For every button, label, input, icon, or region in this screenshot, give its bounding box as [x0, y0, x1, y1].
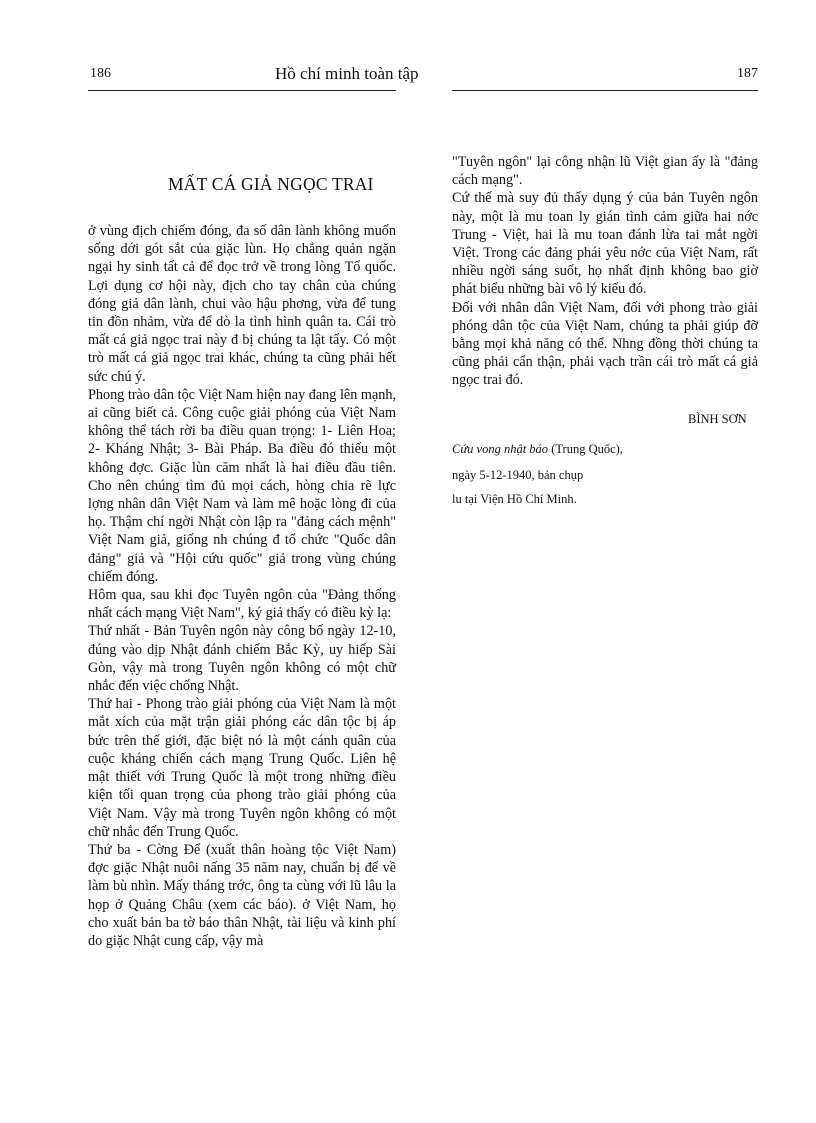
paragraph: Thứ hai - Phong trào giải phóng của Việt Nam là một mắt xích của mặt trận giải phóng các dân tộc bị áp bức trên thế giới, đặc biệt nó là một cánh quân của cuộc kháng chiến cách mạng Trung Quốc. Liên hệ mật thiết với Trung Quốc là một trong những điều kiện tối quan trọng của phong trào giải phóng của Việt Nam. Vậy mà trong Tuyên ngôn không có một chữ nhắc đến Trung Quốc.: [88, 696, 396, 840]
running-title: Hồ chí minh toàn tập: [275, 64, 419, 83]
paragraph: Hôm qua, sau khi đọc Tuyên ngôn của "Đảng thống nhất cách mạng Việt Nam", ký giả thấy có điều kỳ lạ:: [88, 587, 396, 622]
source-date-line: ngày 5-12-1940, bản chụp: [452, 468, 584, 482]
publication-country: (Trung Quốc),: [548, 442, 623, 456]
header-rule-left: [88, 90, 396, 91]
paragraph: Thứ nhất - Bản Tuyên ngôn này công bố ngày 12-10, đúng vào dịp Nhật đánh chiếm Bắc Kỳ, uy hiếp Sài Gòn, vậy mà trong Tuyên ngôn không có một chữ nhắc đến việc chống Nhật.: [88, 623, 396, 695]
author-signature: BÌNH SƠN: [688, 412, 747, 426]
publication-name: Cứu vong nhật báo: [452, 442, 549, 456]
right-column: [452, 153, 758, 390]
paragraph: Thứ ba - Cờng Để (xuất thân hoàng tộc Việt Nam) đợc giặc Nhật nuôi nấng 35 năm nay, chuẩn bị để về làm bù nhìn. Mấy tháng trớc, ông ta cùng với lũ lâu la họp ở Quảng Châu (xem các báo). ở Việt Nam, họ cho xuất bản ba tờ báo thân Nhật, tài liệu và kinh phí do giặc Nhật cung cấp, vậy mà: [88, 841, 396, 949]
paragraph: Phong trào dân tộc Việt Nam hiện nay đang lên mạnh, ai cũng biết cả. Công cuộc giải phóng của Việt Nam không thể tách rời ba điều quan trọng: 1- Liên Hoa; 2- Kháng Nhật; 3- Bài Pháp. Ba điều đó thiếu một không đợc. Giặc lùn căm nhất là hai điều đầu tiên. Cho nên chúng tìm đủ mọi cách, hòng chia rẽ lực lợng nhân dân Việt Nam và làm mê hoặc lòng đi của họ. Thậm chí ngời Nhật còn lập ra "đảng cách mệnh" Việt Nam giả, giống nh chúng đ tổ chức "Quốc dân đảng" giả và "Hội cứu quốc" giả trong vùng chúng chiếm đóng.: [88, 386, 396, 585]
source-archive-line: lu tại Viện Hồ Chí Minh.: [452, 492, 577, 506]
paragraph: Đối với nhân dân Việt Nam, đối với phong trào giải phóng dân tộc của Việt Nam, chúng ta phải giúp đỡ bằng mọi khả năng có thể. Nhng đồng thời chúng ta cũng phải cẩn thận, phải vạch trần cái trò mất cá giả ngọc trai đó.: [452, 299, 758, 389]
paragraph: Cứ thế mà suy đủ thấy dụng ý của bản Tuyên ngôn này, một là mu toan ly gián tình cảm giữa hai nớc Trung - Việt, hai là mu toan đánh lừa tai mắt ngời Việt. Trong các đảng phái yêu nớc của Việt Nam, rất nhiều ngời sáng suốt, họ nhất định không bao giờ phát biểu những bài vô lý kiểu đó.: [452, 190, 758, 298]
page-number-right: 187: [737, 66, 758, 81]
left-column: [88, 222, 396, 950]
paragraph: "Tuyên ngôn" lại công nhận lũ Việt gian ấy là "đảng cách mạng".: [452, 154, 758, 189]
header-rule-right: [452, 90, 758, 91]
paragraph: ở vùng địch chiếm đóng, đa số dân lành không muốn sống dới gót sắt của giặc lùn. Họ chẳng quản ngặn ngại hy sinh tất cả để đọc trở về trong lòng Tổ quốc. Lợi dụng cơ hội này, địch cho tay chân của chúng đóng giả dân lành, chui vào hậu phơng, vừa để tung tin đồn nhảm, vừa để dò la tình hình quân ta. Cái trò mất cá giả ngọc trai này đ bị chúng ta lật tẩy. Có một trò mất cá giả ngọc trai khác, chúng ta cũng phải hết sức chú ý.: [88, 223, 396, 385]
article-title: MẤT CÁ GIẢ NGỌC TRAI: [168, 174, 374, 194]
source-publication-line: [452, 441, 623, 457]
page-number-left: 186: [90, 66, 111, 81]
